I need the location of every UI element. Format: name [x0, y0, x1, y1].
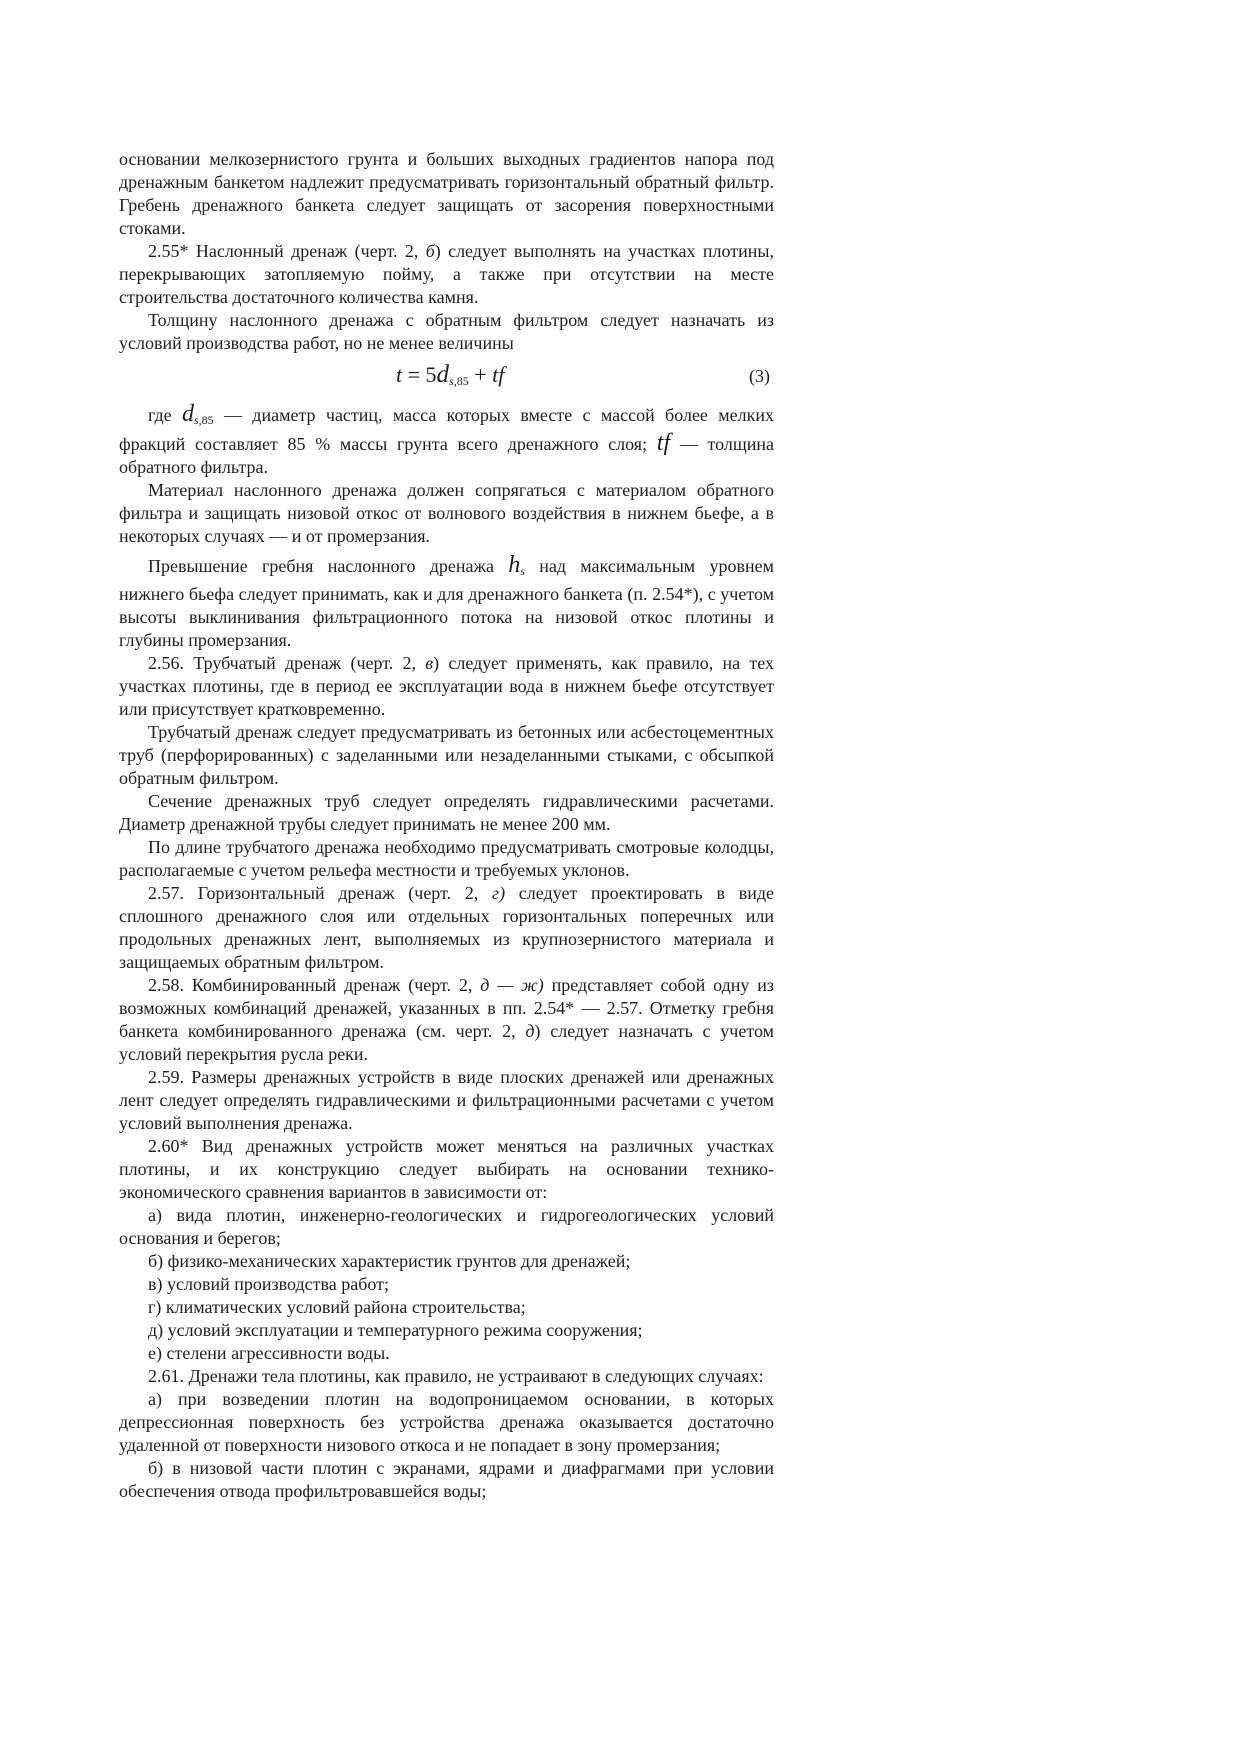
- paragraph-drain-bank-filter: основании мелкозернистого грунта и больших выходных градиентов напора под дренажным банкетом надлежит предусматривать горизонтальный обратный фильтр. Гребень дренажного банкета следует защищать от засорения поверхностными стоками.: [119, 149, 774, 238]
- text: ) следует выполнять на участках плотины, перекрывающих затопляемую пойму, а также при отсутствии на месте строительства достаточного количества камня.: [119, 241, 774, 307]
- symbol-subscript: [194, 413, 214, 427]
- list-item: б) в низовой части плотин с экранами, ядрами и диафрагмами при условии обеспечения отвода профильтровавшейся воды;: [119, 1458, 774, 1501]
- formula-t: t: [396, 362, 403, 387]
- italic-ref: в: [425, 653, 434, 673]
- symbol-tf: tf: [656, 430, 671, 456]
- sub-s: s,: [193, 413, 202, 427]
- text: — диаметр частиц, масса которых вместе с массой более мелких фракций составляет 85 % массы грунта всего дренажного слоя;: [119, 405, 774, 454]
- list-item: д) условий эксплуатации и температурного режима сооружения;: [148, 1320, 643, 1340]
- text: Превышение гребня наслонного дренажа: [148, 556, 509, 576]
- paragraph-2-58: [119, 974, 774, 1066]
- paragraph-2-57: [119, 882, 774, 974]
- paragraph-2-59: 2.59. Размеры дренажных устройств в виде плоских дренажей или дренажных лент следует определять гидравлическими и фильтрационными расчетами с учетом условий выполнения дренажа.: [119, 1067, 774, 1133]
- list-item: б) физико-механических характеристик грунтов для дренажей;: [148, 1251, 631, 1271]
- text: 2.56. Трубчатый дренаж (черт. 2,: [148, 653, 426, 673]
- formula-tf: tf: [492, 362, 505, 387]
- formula-plus: +: [468, 362, 493, 387]
- text: 2.57. Горизонтальный дренаж (черт. 2,: [148, 883, 493, 903]
- symbol-h-subscript: s: [520, 564, 525, 578]
- formula-sub-n: 85: [456, 374, 469, 388]
- italic-ref: г): [492, 883, 506, 903]
- symbol-d: d: [181, 401, 194, 427]
- text: следует проектировать в виде сплошного дренажного слоя или отдельных горизонтальных поперечных или продольных дренажных лент, выполняемых из крупнозернистого материала и защищаемых обратным фильтром.: [119, 883, 774, 972]
- list-item: а) при возведении плотин на водопроницаемом основании, в которых депрессионная поверхность без устройства дренажа оказывается достаточно удаленной от поверхности низового откоса и не попадает в зону промерзания;: [119, 1389, 774, 1455]
- paragraph-pipes: Трубчатый дренаж следует предусматривать из бетонных или асбестоцементных труб (перфорированных) с заделанными или незаделанными стыками, с обсыпкой обратным фильтром.: [119, 722, 774, 788]
- paragraph-2-55: [119, 240, 774, 309]
- paragraph-2-56: [119, 652, 774, 721]
- text: 2.58. Комбинированный дренаж (черт. 2,: [148, 975, 481, 995]
- list-item: е) стелени агрессивности воды.: [148, 1343, 390, 1363]
- formula-number: (3): [749, 366, 770, 386]
- italic-ref: д — ж): [480, 975, 544, 995]
- italic-ref: д: [525, 1021, 535, 1041]
- list-item: г) климатических условий района строительства;: [148, 1297, 526, 1317]
- list-item: а) вида плотин, инженерно-геологических и гидрогеологических условий основания и берегов;: [119, 1205, 774, 1248]
- document-page: [119, 148, 774, 1503]
- text: представляет собой одну из возможных комбинаций дренажей, указанных в пп. 2.54* — 2.57. Отметку гребня банкета комбинированного дренажа (см. черт. 2,: [119, 975, 774, 1041]
- paragraph-thickness: Толщину наслонного дренажа с обратным фильтром следует назначать из условий производства работ, но не менее величины: [119, 310, 774, 353]
- sub-n: 85: [201, 413, 214, 427]
- text: — толщина обратного фильтра.: [119, 434, 774, 477]
- paragraph-crest-elevation: [119, 554, 774, 652]
- list-item: в) условий производства работ;: [148, 1274, 390, 1294]
- text: где: [148, 405, 182, 425]
- formula-sub-s: s,: [449, 374, 457, 388]
- formula-3: [119, 357, 774, 399]
- paragraph-manholes: По длине трубчатого дренажа необходимо предусматривать смотровые колодцы, располагаемые с учетом рельефа местности и требуемых уклонов.: [119, 837, 774, 880]
- paragraph-2-60: 2.60* Вид дренажных устройств может меняться на различных участках плотины, и их конструкцию следует выбирать на основании технико-экономического сравнения вариантов в зависимости от:: [119, 1136, 774, 1202]
- formula-expression: [396, 363, 504, 393]
- text: над максимальным уровнем нижнего бьефа следует принимать, как и для дренажного банкета (п. 2.54*), с учетом высоты выклинивания фильтрационного потока на низовой откос плотины и глубины промерзания.: [119, 556, 774, 650]
- text: ) следует назначать с учетом условий перекрытия русла реки.: [119, 1021, 774, 1064]
- paragraph-pipe-section: Сечение дренажных труб следует определять гидравлическими расчетами. Диаметр дренажной трубы следует принимать не менее 200 мм.: [119, 791, 774, 834]
- symbol-h: h: [508, 552, 521, 578]
- paragraph-where: [119, 403, 774, 479]
- italic-ref: б: [425, 241, 435, 261]
- paragraph-material: Материал наслонного дренажа должен сопрягаться с материалом обратного фильтра и защищать низовой откос от волнового воздействия в нижнем бьефе, а в некоторых случаях — и от промерзания.: [119, 480, 774, 546]
- text: ) следует применять, как правило, на тех участках плотины, где в период ее эксплуатации вода в нижнем бьефе отсутствует или присутствует кратковременно.: [119, 653, 774, 719]
- formula-eq: = 5: [402, 362, 437, 387]
- formula-subscript: [449, 374, 469, 388]
- formula-d: d: [436, 361, 450, 388]
- paragraph-2-61: 2.61. Дренажи тела плотины, как правило, не устраивают в следующих случаях:: [148, 1366, 764, 1386]
- text: 2.55* Наслонный дренаж (черт. 2,: [148, 241, 426, 261]
